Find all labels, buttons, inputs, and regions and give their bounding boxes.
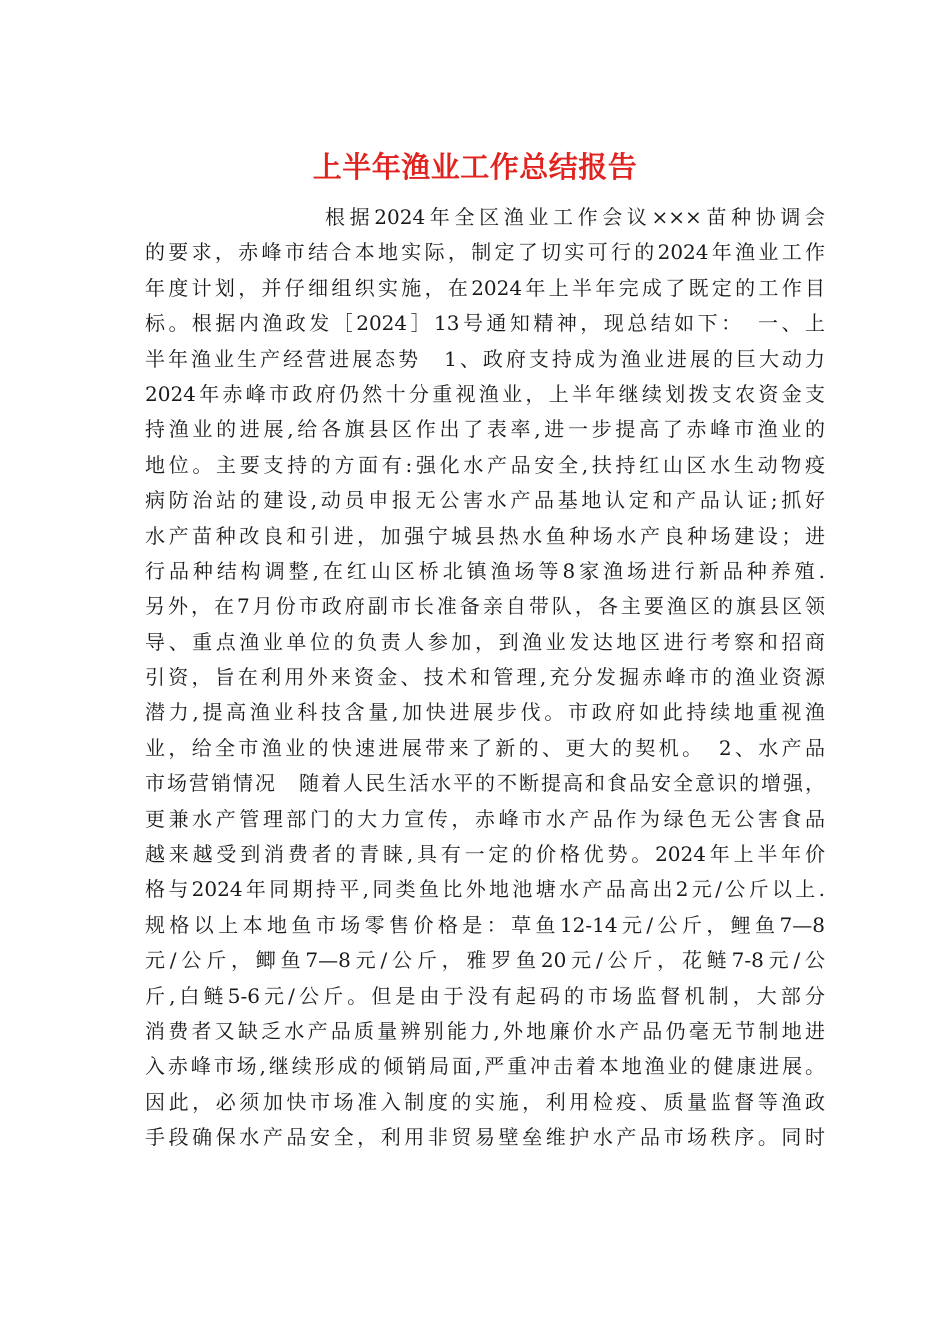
body-line: 半年渔业生产经营进展态势 1、政府支持成为渔业进展的巨大动力: [145, 346, 825, 371]
body-line: 地位。主要支持的方面有:强化水产品安全,扶持红山区水生动物疫: [145, 452, 825, 477]
body-line: 业，给全市渔业的快速进展带来了新的、更大的契机。 2、水产品: [145, 735, 825, 760]
body-line: 的要求，赤峰市结合本地实际，制定了切实可行的2024年渔业工作: [145, 240, 825, 265]
body-line: 水产苗种改良和引进，加强宁城县热水鱼种场水产良种场建设；进: [145, 523, 825, 548]
body-line: 潜力,提高渔业科技含量,加快进展步伐。市政府如此持续地重视渔: [145, 700, 825, 725]
body-line: 市场营销情况 随着人民生活水平的不断提高和食品安全意识的增强，: [145, 771, 825, 796]
body-line: 元/公斤，鲫鱼7—8元/公斤，雅罗鱼20元/公斤，花鲢7-8元/公: [145, 948, 825, 973]
body-line: 导、重点渔业单位的负责人参加，到渔业发达地区进行考察和招商: [145, 629, 825, 654]
body-line: 规格以上本地鱼市场零售价格是：草鱼12-14元/公斤，鲤鱼7—8: [145, 912, 825, 937]
body-line: 引资，旨在利用外来资金、技术和管理,充分发掘赤峰市的渔业资源: [145, 665, 825, 690]
body-line: 越来越受到消费者的青睐,具有一定的价格优势。2024年上半年价: [145, 842, 825, 867]
document-body: [145, 200, 825, 1156]
body-line: 另外，在7月份市政府副市长准备亲自带队，各主要渔区的旗县区领: [145, 594, 825, 619]
body-line: 因此，必须加快市场准入制度的实施，利用检疫、质量监督等渔政: [145, 1089, 825, 1114]
body-line: 手段确保水产品安全，利用非贸易壁垒维护水产品市场秩序。同时: [145, 1125, 825, 1150]
body-line: 行品种结构调整,在红山区桥北镇渔场等8家渔场进行新品种养殖.: [145, 558, 825, 583]
document-title: 上半年渔业工作总结报告: [312, 150, 638, 185]
body-line: 病防治站的建设,动员申报无公害水产品基地认定和产品认证;抓好: [145, 488, 825, 513]
body-line: 标。根据内渔政发［2024］13号通知精神，现总结如下： 一、上: [145, 311, 825, 336]
body-line: 更兼水产管理部门的大力宣传，赤峰市水产品作为绿色无公害食品: [145, 806, 825, 831]
body-line: 年度计划，并仔细组织实施，在2024年上半年完成了既定的工作目: [145, 275, 825, 300]
body-line: 持渔业的进展,给各旗县区作出了表率,进一步提高了赤峰市渔业的: [145, 417, 825, 442]
body-line: 斤,白鲢5-6元/公斤。但是由于没有起码的市场监督机制，大部分: [145, 983, 825, 1008]
body-line: 格与2024年同期持平,同类鱼比外地池塘水产品高出2元/公斤以上.: [145, 877, 825, 902]
body-line: 消费者又缺乏水产品质量辨别能力,外地廉价水产品仍毫无节制地进: [145, 1018, 825, 1043]
body-line: 2024年赤峰市政府仍然十分重视渔业，上半年继续划拨支农资金支: [145, 381, 825, 406]
body-line: 入赤峰市场,继续形成的倾销局面,严重冲击着本地渔业的健康进展。: [145, 1054, 825, 1079]
body-line: 根据2024年全区渔业工作会议×××苗种协调会: [325, 205, 825, 229]
